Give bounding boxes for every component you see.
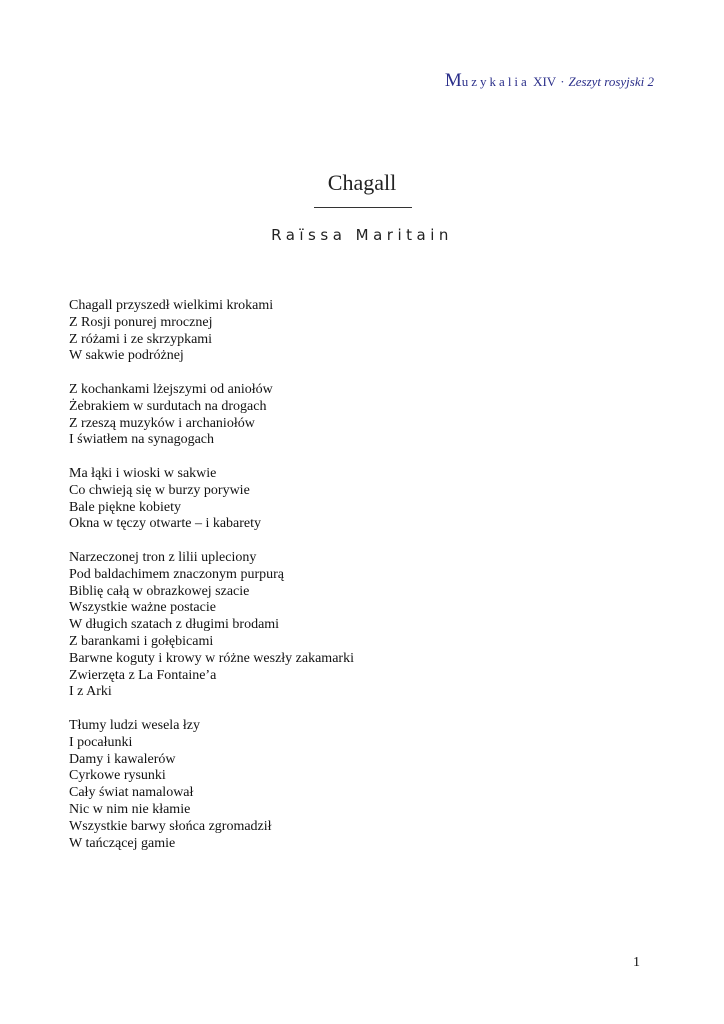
poem-line: Damy i kawalerów	[69, 751, 176, 767]
poem-line: I pocałunki	[69, 734, 133, 750]
poem-title: Chagall	[327, 170, 397, 195]
poem-line: W tańczącej gamie	[69, 835, 176, 851]
poem-line: Chagall przyszedł wielkimi krokami	[69, 298, 274, 313]
journal-initial: M	[444, 70, 462, 91]
running-header	[445, 70, 654, 92]
poem-line: Biblię całą w obrazkowej szacie	[69, 583, 250, 599]
stanza-3	[69, 466, 669, 533]
stanza-1	[69, 298, 669, 365]
journal-name: uzykalia	[461, 74, 530, 89]
stanza-4	[69, 550, 669, 701]
poem-line: W długich szatach z długimi brodami	[69, 617, 280, 633]
poem-line: Z kochankami lżejszymi od aniołów	[69, 381, 273, 397]
header-separator: ·	[560, 74, 565, 89]
journal-issue: Zeszyt rosyjski 2	[568, 74, 654, 89]
poem-line: Z różami i ze skrzypkami	[69, 331, 213, 347]
poem-line: Ma łąki i wioski w sakwie	[69, 465, 217, 481]
poem-line: Co chwieją się w burzy porywie	[69, 482, 250, 498]
poem-body	[69, 298, 669, 869]
poem-line: I światłem na synagogach	[69, 432, 215, 448]
poem-line: Cyrkowe rysunki	[69, 768, 166, 784]
poem-line: Z rzeszą muzyków i archaniołów	[69, 415, 255, 431]
poem-line: Tłumy ludzi wesela łzy	[69, 717, 201, 733]
poem-line: Z Rosji ponurej mrocznej	[69, 314, 213, 330]
stanza-5	[69, 718, 669, 852]
title-divider	[314, 207, 412, 208]
page-number: 1	[633, 955, 640, 970]
poem-line: W sakwie podróżnej	[69, 348, 184, 364]
poem-line: Zwierzęta z La Fontaine’a	[69, 667, 217, 683]
poem-line: Cały świat namalował	[69, 785, 194, 801]
journal-volume: XIV	[533, 74, 557, 89]
poem-line: Żebrakiem w surdutach na drogach	[69, 398, 267, 414]
poem-line: Bale piękne kobiety	[69, 499, 181, 515]
poem-line: I z Arki	[69, 684, 112, 700]
poem-line: Okna w tęczy otwarte – i kabarety	[69, 516, 262, 532]
poem-author: Raïssa Maritain	[271, 226, 453, 244]
poem-line: Pod baldachimem znaczonym purpurą	[69, 566, 284, 582]
poem-line: Barwne koguty i krowy w różne weszły zakamarki	[69, 650, 354, 666]
poem-line: Z barankami i gołębicami	[69, 633, 214, 649]
poem-line: Nic w nim nie kłamie	[69, 801, 191, 817]
poem-line: Narzeczonej tron z lilii upleciony	[69, 549, 257, 565]
poem-line: Wszystkie barwy słońca zgromadził	[69, 818, 272, 834]
poem-line: Wszystkie ważne postacie	[69, 600, 216, 616]
stanza-2	[69, 382, 669, 449]
